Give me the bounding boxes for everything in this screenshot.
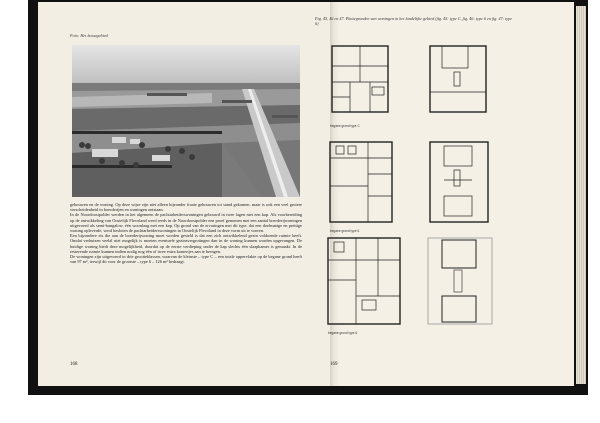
plan-label-3: begane grond type 6 bbox=[328, 331, 358, 335]
floor-plan-1-ground bbox=[330, 42, 392, 120]
running-head-left: Foto: Het bouwgebied bbox=[70, 33, 108, 38]
paragraph: De woningen zijn uitgevoerd in drie grootteklassen, waarvan de kleinste – type C – een totale oppervlakte op de begane grond heeft van 97 m², terwijl dit voor de grootste – type 6 – 126 m² bedraagt. bbox=[70, 254, 302, 265]
page-number-left: 168 bbox=[70, 362, 78, 367]
floor-plan-1-upper bbox=[428, 42, 490, 120]
paragraph: In de Noordoostpolder werden in het algemeen de pachtarbeiderswoningen gebouwd in twee lagen met een kap. Als voorbereiding op de ontwikkeling van Oostelijk Flevoland werd reeds in de Noordoostpolder een proef genomen met een aantal boerderijwoningen uitgevoerd als semi-bungalow, één woonlaag met een kap. Op grond van de ervaringen met dit type, dat een doelmatige en prettige woning opleverde, werd besloten de pachtarbeiderswoningen in Oostelijk Flevoland in deze vorm uit te voeren. bbox=[70, 212, 302, 234]
plan-label-1: begane grond type C bbox=[330, 124, 360, 128]
floor-plan-2-ground bbox=[328, 140, 396, 226]
paragraph: Een bijzondere eis die aan de boerderijwoning moet worden gesteld is dat een zich ontwikkelend gezin voldoende ruimte heeft. Omdat verhuizen veelal niet mogelijk is moeten eventuele gezinsvergrotingen dan in de woning kunnen worden opgevangen. De huidige woning biedt deze mogelijkheid, doordat op de eerste verdieping onder de kap slechts één slaapkamer is gemaakt. In de resterende ruimte kunnen indien nodig nog één of twee extra kamertjes aan te brengen. bbox=[70, 233, 302, 254]
paragraph: gebouwen en de woning. Op deze wijze zijn niet alleen bijzonder fraaie gebouwen tot stand gekomen, maar is ook een veel grotere verscheidenheid in boerderijen en woningen ontstaan. bbox=[70, 202, 302, 213]
figure-caption: Fig. 45, 46 en 47. Plattegronden van woningen in het landelijke gebied (fig. 45: type C, fig. 46: type 6 en fig. 47: type 6) bbox=[315, 16, 513, 27]
body-text-left bbox=[70, 202, 302, 264]
floor-plan-3-upper bbox=[426, 236, 494, 328]
plan-label-2: begane grond type 6 bbox=[330, 229, 360, 233]
page-edges bbox=[576, 6, 586, 384]
floor-plan-2-upper bbox=[428, 140, 492, 226]
aerial-photo bbox=[72, 45, 300, 197]
page-number-right: 169 bbox=[330, 362, 338, 367]
aerial-photo-image bbox=[72, 45, 300, 197]
floor-plan-3-ground bbox=[326, 236, 402, 328]
